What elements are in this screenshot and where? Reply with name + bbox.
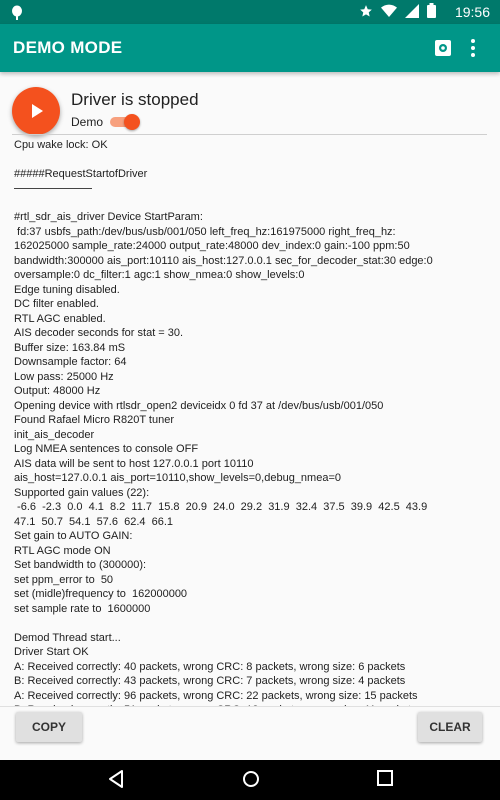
navigation-bar xyxy=(0,760,500,800)
log-line: #####RequestStartofDriver xyxy=(14,168,148,180)
log-line: 162025000 sample_rate:24000 output_rate:48000 dev_index:0 gain:-100 ppm:50 xyxy=(14,240,410,252)
log-line: Opening device with rtlsdr_open2 deviceidx 0 fd 37 at /dev/bus/usb/001/050 xyxy=(14,399,384,412)
start-driver-button[interactable] xyxy=(12,87,60,135)
back-icon[interactable] xyxy=(108,770,124,793)
log-line: Supported gain values (22): xyxy=(14,486,150,499)
log-line: Output: 48000 Hz xyxy=(14,385,101,397)
log-line: oversample:0 dc_filter:1 agc:1 show_nmea:0 show_levels:0 xyxy=(14,269,305,281)
demo-label: Demo xyxy=(71,115,104,129)
log-line: RTL AGC mode ON xyxy=(14,544,111,557)
log-line: AIS data will be sent to host 127.0.0.1 port 10110 xyxy=(14,457,254,470)
log-line: Cpu wake lock: OK xyxy=(14,139,108,151)
home-icon[interactable] xyxy=(242,770,260,793)
log-line: Log NMEA sentences to console OFF xyxy=(14,443,199,455)
notification-bug-icon xyxy=(10,4,24,25)
log-line: #rtl_sdr_ais_driver Device StartParam: xyxy=(14,211,203,223)
log-blank-line xyxy=(14,153,490,168)
battery-icon xyxy=(427,3,436,23)
log-line: Downsample factor: 64 xyxy=(14,356,127,368)
log-line: RTL AGC enabled. xyxy=(14,312,106,325)
clear-button[interactable]: CLEAR xyxy=(418,712,482,742)
log-line: set sample rate to 1600000 xyxy=(14,602,151,615)
wifi-icon xyxy=(381,4,397,23)
log-line: B: Received correctly: 43 packets, wrong CRC: 7 packets, wrong size: 4 packets xyxy=(14,675,406,687)
overflow-menu-icon[interactable] xyxy=(466,37,480,59)
log-line: Low pass: 25000 Hz xyxy=(14,370,114,383)
star-icon xyxy=(359,4,373,23)
status-time: 19:56 xyxy=(454,4,490,20)
log-line: Set gain to AUTO GAIN: xyxy=(14,530,133,542)
status-icons xyxy=(359,3,436,23)
status-bar xyxy=(0,0,500,24)
recents-icon[interactable] xyxy=(377,770,393,791)
app-bar xyxy=(0,24,500,72)
copy-button[interactable]: COPY xyxy=(16,712,82,742)
log-line: Set bandwidth to (300000): xyxy=(14,559,147,571)
log-line: A: Received correctly: 96 packets, wrong CRC: 22 packets, wrong size: 15 packets xyxy=(14,689,418,702)
driver-status-title: Driver is stopped xyxy=(71,90,199,109)
settings-icon[interactable] xyxy=(433,38,453,58)
log-line: A: Received correctly: 40 packets, wrong CRC: 8 packets, wrong size: 6 packets xyxy=(14,660,406,673)
app-title: DEMO MODE xyxy=(13,38,123,57)
log-line: Buffer size: 163.84 mS xyxy=(14,341,126,354)
log-line: set (midle)frequency to 162000000 xyxy=(14,588,188,600)
log-separator xyxy=(14,188,92,189)
log-line: Driver Start OK xyxy=(14,646,89,658)
log-line: ais_host=127.0.0.1 ais_port=10110,show_levels=0,debug_nmea=0 xyxy=(14,472,341,484)
log-line: fd:37 usbfs_path:/dev/bus/usb/001/050 left_freq_hz:161975000 right_freq_hz: xyxy=(14,225,396,238)
play-icon xyxy=(29,103,45,119)
log-line: Found Rafael Micro R820T tuner xyxy=(14,414,174,426)
signal-icon xyxy=(405,4,419,23)
demo-toggle-thumb xyxy=(124,114,140,130)
log-blank-line xyxy=(14,616,490,631)
driver-log[interactable] xyxy=(14,138,490,704)
demo-toggle[interactable] xyxy=(108,114,140,130)
log-line: 47.1 50.7 54.1 57.6 62.4 66.1 xyxy=(14,515,174,528)
log-blank-line xyxy=(14,196,490,211)
header-divider xyxy=(12,134,487,135)
log-line: Demod Thread start... xyxy=(14,631,121,644)
log-line: DC filter enabled. xyxy=(14,298,99,310)
log-line: AIS decoder seconds for stat = 30. xyxy=(14,327,184,339)
log-line: init_ais_decoder xyxy=(14,428,95,441)
log-line: set ppm_error to 50 xyxy=(14,573,114,586)
log-line: -6.6 -2.3 0.0 4.1 8.2 11.7 15.8 20.9 24.0 29.2 31.9 32.4 37.5 39.9 42.5 43.9 xyxy=(14,501,428,513)
log-line: bandwidth:300000 ais_port:10110 ais_host:127.0.0.1 sec_for_decoder_stat:30 edge:0 xyxy=(14,254,433,267)
log-line: Edge tuning disabled. xyxy=(14,283,120,296)
